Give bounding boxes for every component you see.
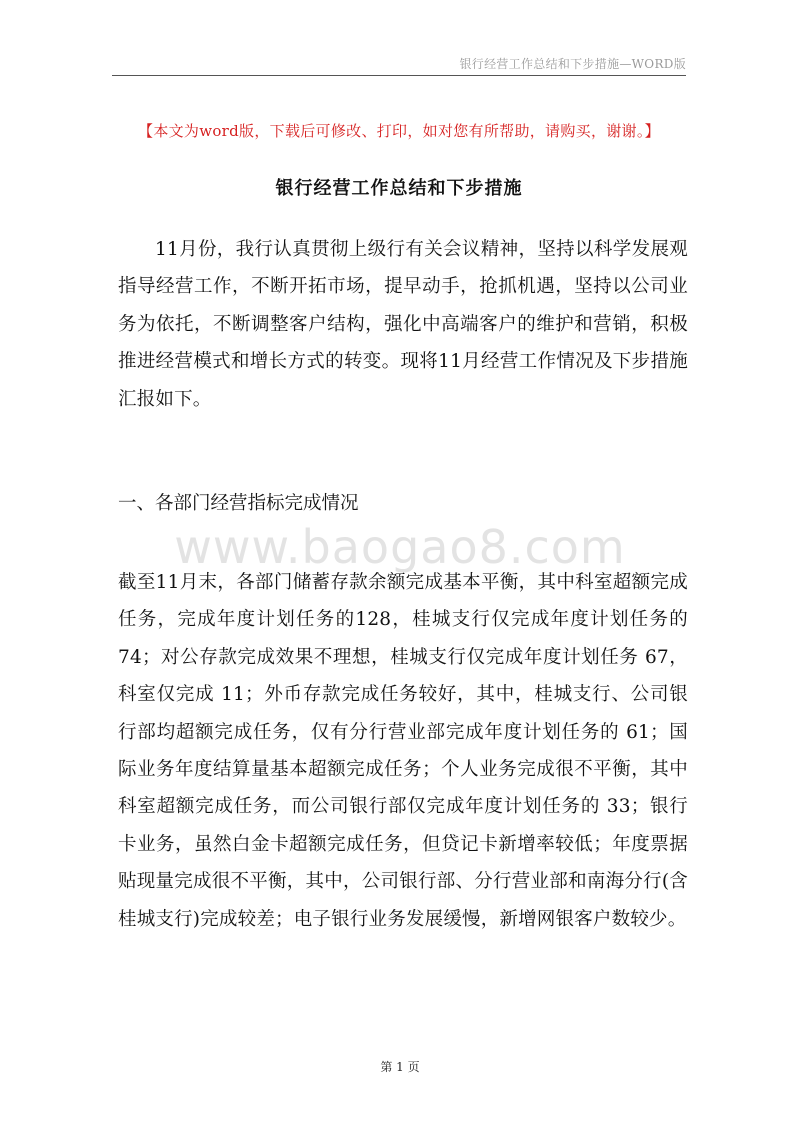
document-title: 银行经营工作总结和下步措施 — [275, 178, 523, 199]
section-paragraph: 截至11月末，各部门储蓄存款余额完成基本平衡，其中科室超额完成任务，完成年度计划任务的128，桂城支行仅完成年度计划任务的74；对公存款完成效果不理想，桂城支行仅完成年度计划任务 67，科室仅完成 11；外币存款完成任务较好，其中，桂城支行、公司银行部均超额完成任务，仅有分行营业部完成年度计划任务的 61；国际业务年度结算量基本超额完成任务；个人业务完成很不平衡，其中科室超额完成任务，而公司银行部仅完成年度计划任务的 33；银行卡业务，虽然白金卡超额完成任务，但贷记卡新增率较低；年度票据贴现量完成很不平衡，其中，公司银行部、分行营业部和南海分行(含桂城支行)完成较差；电子银行业务发展缓慢，新增网银客户数较少。 — [118, 572, 688, 930]
running-header: 银行经营工作总结和下步措施—WORD版 — [459, 57, 686, 71]
watermark: www.baogao8.com — [174, 520, 626, 574]
section-heading: 一、各部门经营指标完成情况 — [118, 493, 359, 514]
page-number: 第 1 页 — [380, 1060, 420, 1074]
download-notice: 【本文为word版，下载后可修改、打印，如对您有所帮助，请购买，谢谢。】 — [138, 122, 660, 140]
intro-paragraph: 11月份，我行认真贯彻上级行有关会议精神，坚持以科学发展观指导经营工作，不断开拓市场，提早动手，抢抓机遇，坚持以公司业务为依托，不断调整客户结构，强化中高端客户的维护和营销，积极推进经营模式和增长方式的转变。现将11月经营工作情况及下步措施汇报如下。 — [118, 239, 688, 410]
header-divider — [112, 75, 686, 76]
